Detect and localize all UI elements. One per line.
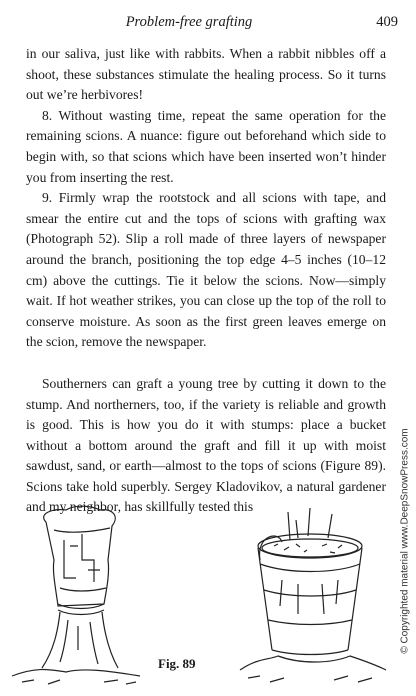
page-number: 409 [376, 14, 398, 30]
paragraph: 8. Without wasting time, repeat the same operation for the remaining scions. A nuance: figure out beforehand which side to begin with, so that scions which have been inserted won’t hinder you from inserting the rest. [26, 107, 386, 185]
figure-89 [0, 500, 390, 690]
running-title: Problem-free grafting [125, 14, 253, 30]
paragraph: 9. Firmly wrap the rootstock and all scions with tape, and smear the entire cut and the tops of scions with grafting wax (Photograph 52). Slip a roll made of three layers of newspaper around the branch, positioning the top edge 4–5 inches (10–12 cm) above the cuttings. Tie it below the scions. Now—simply wait. If hot weather strikes, you can close up the top of the roll to conserve moisture. As soon as the first green leaves emerge on the scion, remove the newspaper. [26, 190, 386, 350]
paragraph: Southerners can graft a young tree by cutting it down to the stump. And northerners, too, if the variety is reliable and growth is good. This is how you do it with stumps: place a bucket without a bottom around the graft and fill it up with moist sawdust, sand, or earth—almost to the tops of scions (Figure 89). Scions take hold superbly. Sergey Kladovikov, a natural gardener and my neighbor, has skillfully tested this [26, 375, 386, 515]
page-header [0, 14, 416, 34]
body-text [26, 44, 386, 518]
copyright-note [396, 396, 414, 686]
bucket-around-stump-illustration [238, 500, 388, 690]
figure-caption: Fig. 89 [158, 656, 196, 671]
paragraph: in our saliva, just like with rabbits. When a rabbit nibbles off a shoot, these substances stimulate the healing process. So it turns out we’re herbivores! [26, 46, 386, 103]
stump-with-paper-roll-illustration [8, 500, 148, 690]
copyright-text: © Copyrighted material www.DeepSnowPress.com [399, 428, 411, 654]
